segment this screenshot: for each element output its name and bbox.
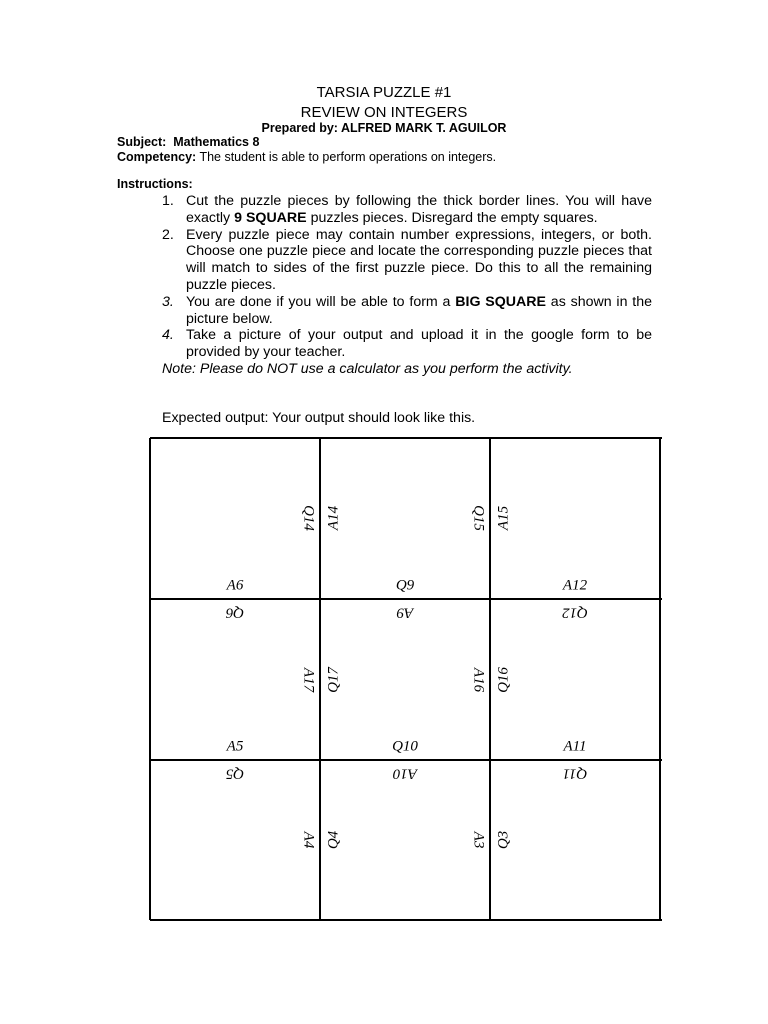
instruction-number: 1. — [162, 193, 174, 209]
instruction-item-3 — [162, 294, 652, 328]
label-q17: Q17 — [325, 667, 342, 693]
label-a14: A14 — [325, 505, 342, 531]
label-a6: A6 — [226, 577, 244, 594]
instruction-bold: 9 SQUARE — [234, 209, 307, 226]
label-q3: Q3 — [495, 830, 512, 850]
competency-value: The student is able to perform operations on integers. — [199, 150, 497, 164]
instruction-item-1 — [162, 193, 652, 227]
instruction-item-4 — [162, 327, 652, 361]
label-q14: Q14 — [300, 505, 317, 531]
instruction-number: 4. — [162, 327, 174, 344]
label-a16: A16 — [470, 667, 487, 693]
instructions-list — [162, 193, 652, 378]
prepared-by: Prepared by: ALFRED MARK T. AGUILOR — [261, 121, 507, 135]
label-q15: Q15 — [470, 505, 487, 531]
expected-output-text: Expected output: Your output should look like this. — [162, 410, 476, 426]
subject-line — [117, 135, 259, 149]
instructions-heading — [117, 177, 193, 191]
page-subtitle: REVIEW ON INTEGERS — [300, 104, 468, 121]
page-title: TARSIA PUZZLE #1 — [316, 84, 452, 101]
instruction-number: 3. — [162, 293, 174, 310]
label-q4: Q4 — [325, 830, 342, 850]
label-a12: A12 — [562, 577, 588, 594]
label-a9: A9 — [396, 604, 414, 621]
label-a4: A4 — [300, 831, 317, 849]
subject-label: Subject: — [117, 135, 167, 149]
instruction-bold: BIG SQUARE — [455, 293, 546, 310]
label-a5: A5 — [226, 738, 244, 755]
instruction-text: Take a picture of your output and upload it in the google form to be provided by your teacher. — [186, 327, 652, 361]
label-q12: Q12 — [562, 604, 588, 621]
instruction-text: puzzles pieces. Disregard the empty squares. — [306, 209, 598, 226]
label-a10: A10 — [392, 765, 418, 782]
label-a15: A15 — [495, 505, 512, 531]
instruction-number: 2. — [162, 226, 174, 243]
label-q9: Q9 — [395, 577, 415, 594]
label-a11: A11 — [563, 738, 587, 755]
label-q6: Q6 — [225, 604, 245, 621]
subject-value: Mathematics 8 — [173, 135, 260, 149]
label-q10: Q10 — [392, 738, 418, 755]
note: Note: Please do NOT use a calculator as you perform the activity. — [162, 360, 573, 377]
instruction-text: Every puzzle piece may contain number expressions, integers, or both. Choose one puzzle piece and locate the corresponding puzzle pieces that will match to sides of the first puzzle piece. Do this to all the remaining puzzle pieces. — [186, 226, 652, 293]
label-q11: Q11 — [562, 765, 588, 782]
instruction-text: Cut the puzzle pieces by following the thick border lines. You will have exactly — [186, 193, 652, 226]
instruction-text: as shown in the picture below. — [186, 293, 652, 327]
label-q16: Q16 — [495, 667, 512, 693]
instruction-item-2 — [162, 227, 652, 294]
label-a17: A17 — [300, 667, 317, 693]
instruction-text: You are done if you will be able to form a — [186, 293, 456, 310]
label-a3: A3 — [470, 831, 487, 849]
competency-label: Competency: — [117, 150, 197, 164]
instructions-label: Instructions: — [117, 177, 193, 191]
competency-line — [117, 150, 496, 164]
label-q5: Q5 — [225, 765, 245, 782]
